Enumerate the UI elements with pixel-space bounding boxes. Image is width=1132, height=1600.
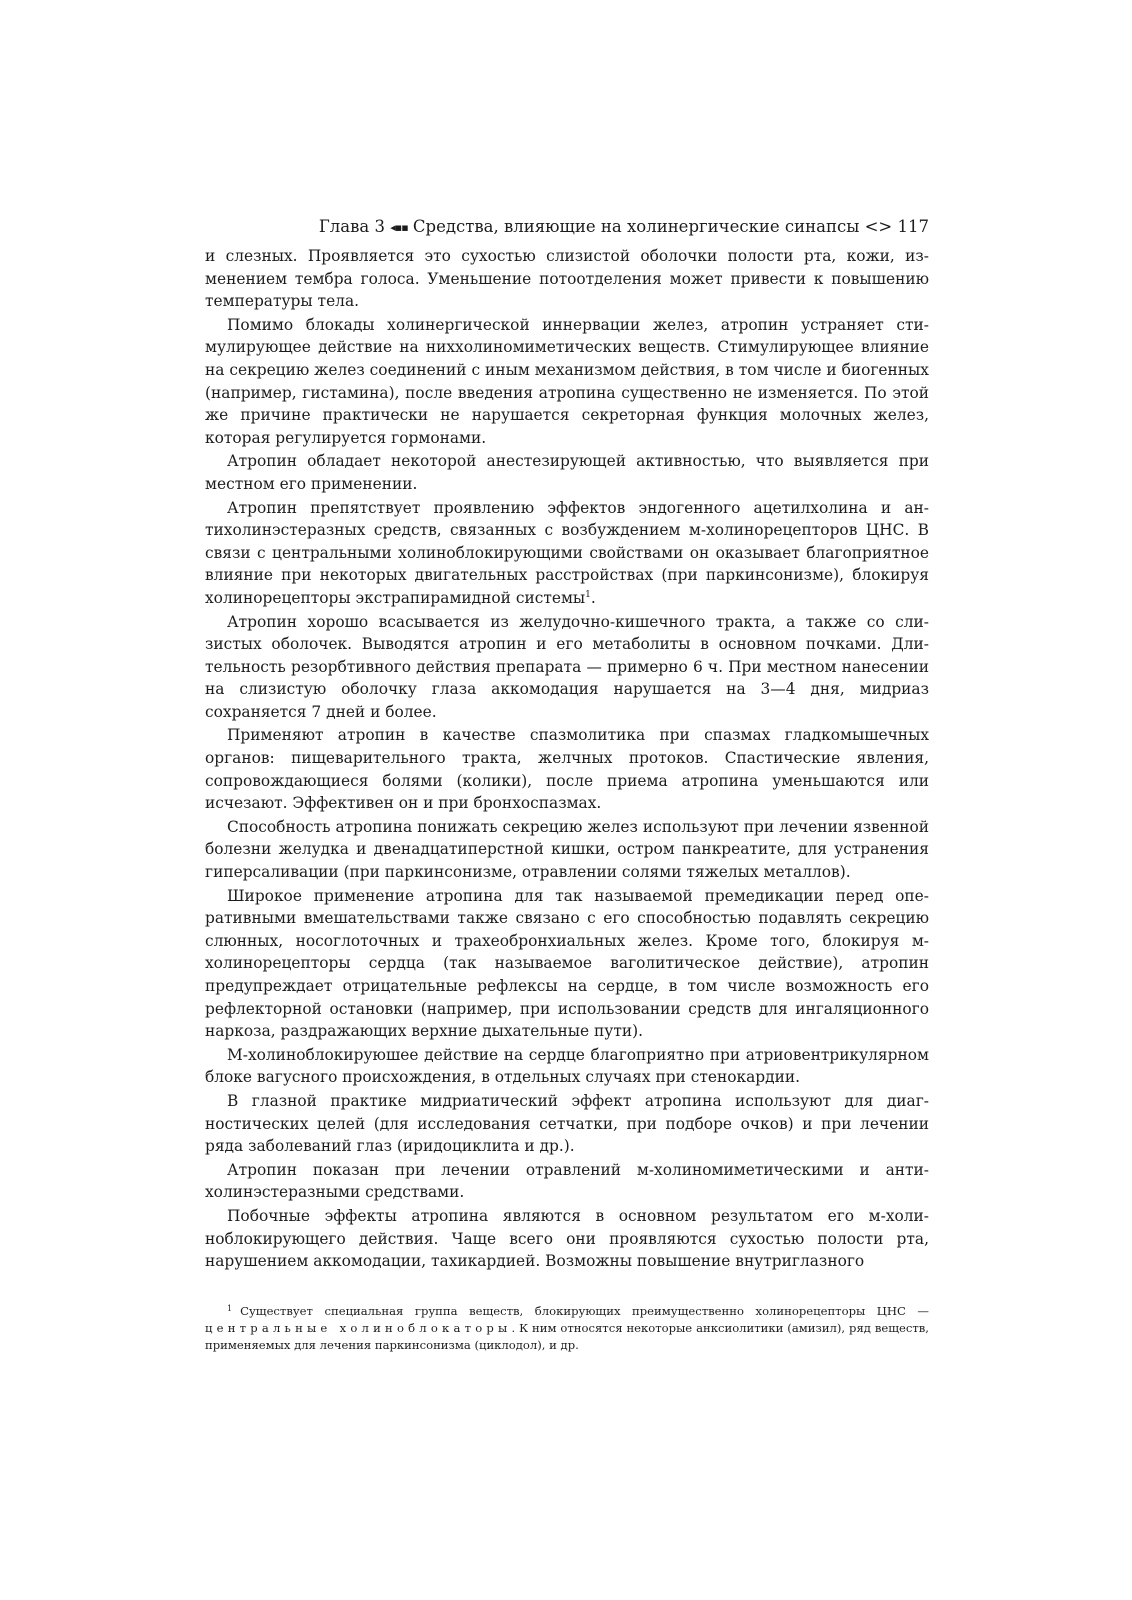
chapter-number: Глава 3 — [318, 217, 385, 236]
running-head — [205, 216, 929, 239]
footnote-text-end: . К ним относятся некоторые анксиолитики (амизил), ряд веществ, применяемых для лечения паркинсонизма (циклодол), и др. — [205, 1320, 929, 1353]
chapter-title: Средства, влияющие на холинергические синапсы — [412, 217, 860, 236]
paragraph: Широкое применение атропина для так называемой премедикации перед оперативными вмешательствами также связано с его способностью подавлять секрецию слюнных, носоглоточных и трахеобронхиальных желез. Кроме того, блокируя м-холинорецепторы сердца (так называемое ваголитическое действие), атропин предупреждает отрицательные рефлексы на сердце, в том числе возможность его рефлекторной остановки (например, при использовании средств для ингаляционного наркоза, раздражающих верхние дыхательные пути). — [205, 886, 929, 1041]
paragraph-text: Атропин препятствует проявлению эффектов эндогенного ацетилхолина и антихолинэстеразных средств, связанных с возбуждением м-холинорецепторов ЦНС. В связи с центральными холиноблокирующими свойствами он оказывает благоприятное влияние при некоторых двигательных расстройствах (при паркинсонизме), блокируя холинорецепторы экстрапирамидной системы — [205, 498, 929, 607]
footnote-text: Существует специальная группа веществ, блокирующих преимущественно холинорецепторы ЦНС — — [240, 1303, 929, 1318]
chapter-marker-icon: ◂▪▪ — [390, 221, 408, 234]
paragraph: Применяют атропин в качестве спазмолитика при спазмах гладкомышечных органов: пищеварительного тракта, желчных протоков. Спастические явления, сопровождающиеся болями (колики), после приема атропина уменьшаются или исчезают. Эффективен он и при бронхоспазмах. — [205, 726, 929, 813]
paragraph: и слезных. Проявляется это сухостью слизистой оболочки полости рта, кожи, изменением тембра голоса. Уменьшение потоотделения может привести к повышению температуры тела. — [205, 247, 929, 311]
paragraph: М-холиноблокируюшее действие на сердце благоприятно при атриовентрикулярном блоке вагусного происхождения, в отдельных случаях при стенокардии. — [205, 1045, 929, 1087]
paragraph — [205, 497, 929, 610]
paragraph-tail: . — [590, 588, 596, 607]
paragraph: Атропин обладает некоторой анестезирующей активностью, что выявляется при местном его применении. — [205, 452, 929, 493]
paragraph: В глазной практике мидриатический эффект атропина используют для диагностических целей (для исследования сетчатки, при подборе очков) и при лечении ряда заболеваний глаз (иридоциклита и др.). — [205, 1091, 929, 1156]
paragraph: Способность атропина понижать секрецию желез используют при лечении язвенной болезни желудка и двенадцатиперстной кишки, остром панкреатите, для устранения гиперсаливации (при паркинсонизме, отравлении солями тяжелых металлов). — [205, 817, 929, 882]
header-separator: <> — [864, 217, 893, 236]
footnote-marker: 1 — [227, 1303, 233, 1313]
paragraph: Помимо блокады холинергической иннервации желез, атропин устраняет стимулирующее действие на ниххолиномиметических веществ. Стимулирующее влияние на секрецию желез соединений с иным механизмом действия, в том числе и биогенных (например, гистамина), после введения атропина существенно не изменяется. По этой же причине практически не нарушается секреторная функция молочных желез, которая регулируется гормонами. — [205, 315, 929, 447]
body-text — [205, 245, 929, 1273]
footnote — [205, 1303, 929, 1355]
paragraph: Атропин хорошо всасывается из желудочно-кишечного тракта, а также со слизистых оболочек. Выводятся атропин и его метаболиты в основном почками. Длительность резорбтивного действия препарата — примерно 6 ч. При местном нанесении на слизистую оболочку глаза аккомодация нарушается на 3—4 дня, мидриаз сохраняется 7 дней и более. — [205, 612, 929, 721]
page-number: 117 — [897, 217, 929, 236]
book-page — [205, 216, 929, 1354]
footnote-term: центральные холиноблокаторы — [205, 1320, 512, 1335]
paragraph: Побочные эффекты атропина являются в основном результатом его м-холиноблокирующего действия. Чаще всего они проявляются сухостью полости рта, нарушением аккомодации, тахикардией. Возможны повышение внутриглазного — [205, 1206, 929, 1271]
paragraph: Атропин показан при лечении отравлений м-холиномиметическими и антихолинэстеразными средствами. — [205, 1160, 929, 1202]
footnote-reference[interactable]: 1 — [585, 589, 591, 600]
